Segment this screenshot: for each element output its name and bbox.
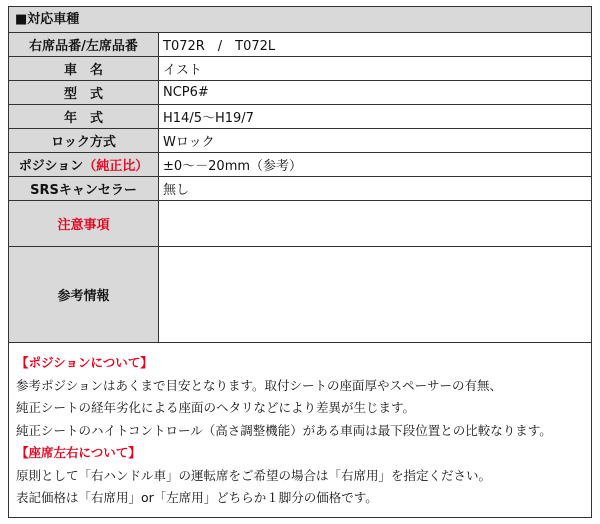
notes-line: 原則として「右ハンドル車」の運転席をご希望の場合は「右席用」を指定ください。 [16, 467, 492, 483]
row-value: 無し [159, 177, 592, 201]
table-row [9, 33, 592, 57]
row-label: 年 式 [9, 105, 159, 129]
row-value [159, 247, 592, 343]
notes-section [16, 352, 586, 510]
position-notes-heading: 【ポジションについて】 [16, 355, 153, 370]
table-row [9, 81, 592, 105]
row-label: 注意事項 [9, 201, 159, 247]
section-title: ■対応車種 [8, 6, 592, 33]
notes-line: 表記価格は「右席用」or「左席用」どちらか１脚分の価格です。 [16, 490, 378, 505]
row-label: 型 式 [9, 81, 159, 105]
row-value: イスト [159, 57, 592, 81]
position-label: ポジション [18, 159, 84, 174]
position-label-note: （純正比） [83, 159, 149, 174]
row-label: SRSキャンセラー [9, 177, 159, 201]
table-row [9, 201, 592, 247]
table-row [9, 105, 592, 129]
row-label: 車 名 [9, 57, 159, 81]
notes-line: 純正シートのハイトコントロール（高さ調整機能）がある車両は最下段位置との比較なります。 [16, 422, 552, 438]
table-row [9, 129, 592, 153]
table-row [9, 57, 592, 81]
row-value [159, 201, 592, 247]
row-label: ロック方式 [9, 129, 159, 153]
row-value: Wロック [159, 129, 592, 153]
notes-line: 参考ポジションはあくまで目安となります。取付シートの座面厚やスペーサーの有無、 [16, 377, 502, 393]
row-label: 右席品番/左席品番 [9, 33, 159, 57]
table-row [9, 153, 592, 177]
row-value: T072R / T072L [159, 33, 592, 57]
table-row [9, 247, 592, 343]
notes-line: 純正シートの経年劣化による座面のヘタリなどにより差異が生じます。 [16, 400, 416, 415]
spec-table [8, 32, 592, 343]
row-label [9, 153, 159, 177]
side-notes-heading: 【座席左右について】 [16, 445, 141, 460]
row-value: NCP6# [159, 81, 592, 105]
row-value: ±0〜－20mm（参考） [159, 153, 592, 177]
row-value: H14/5〜H19/7 [159, 105, 592, 129]
table-row [9, 177, 592, 201]
row-label: 参考情報 [9, 247, 159, 343]
